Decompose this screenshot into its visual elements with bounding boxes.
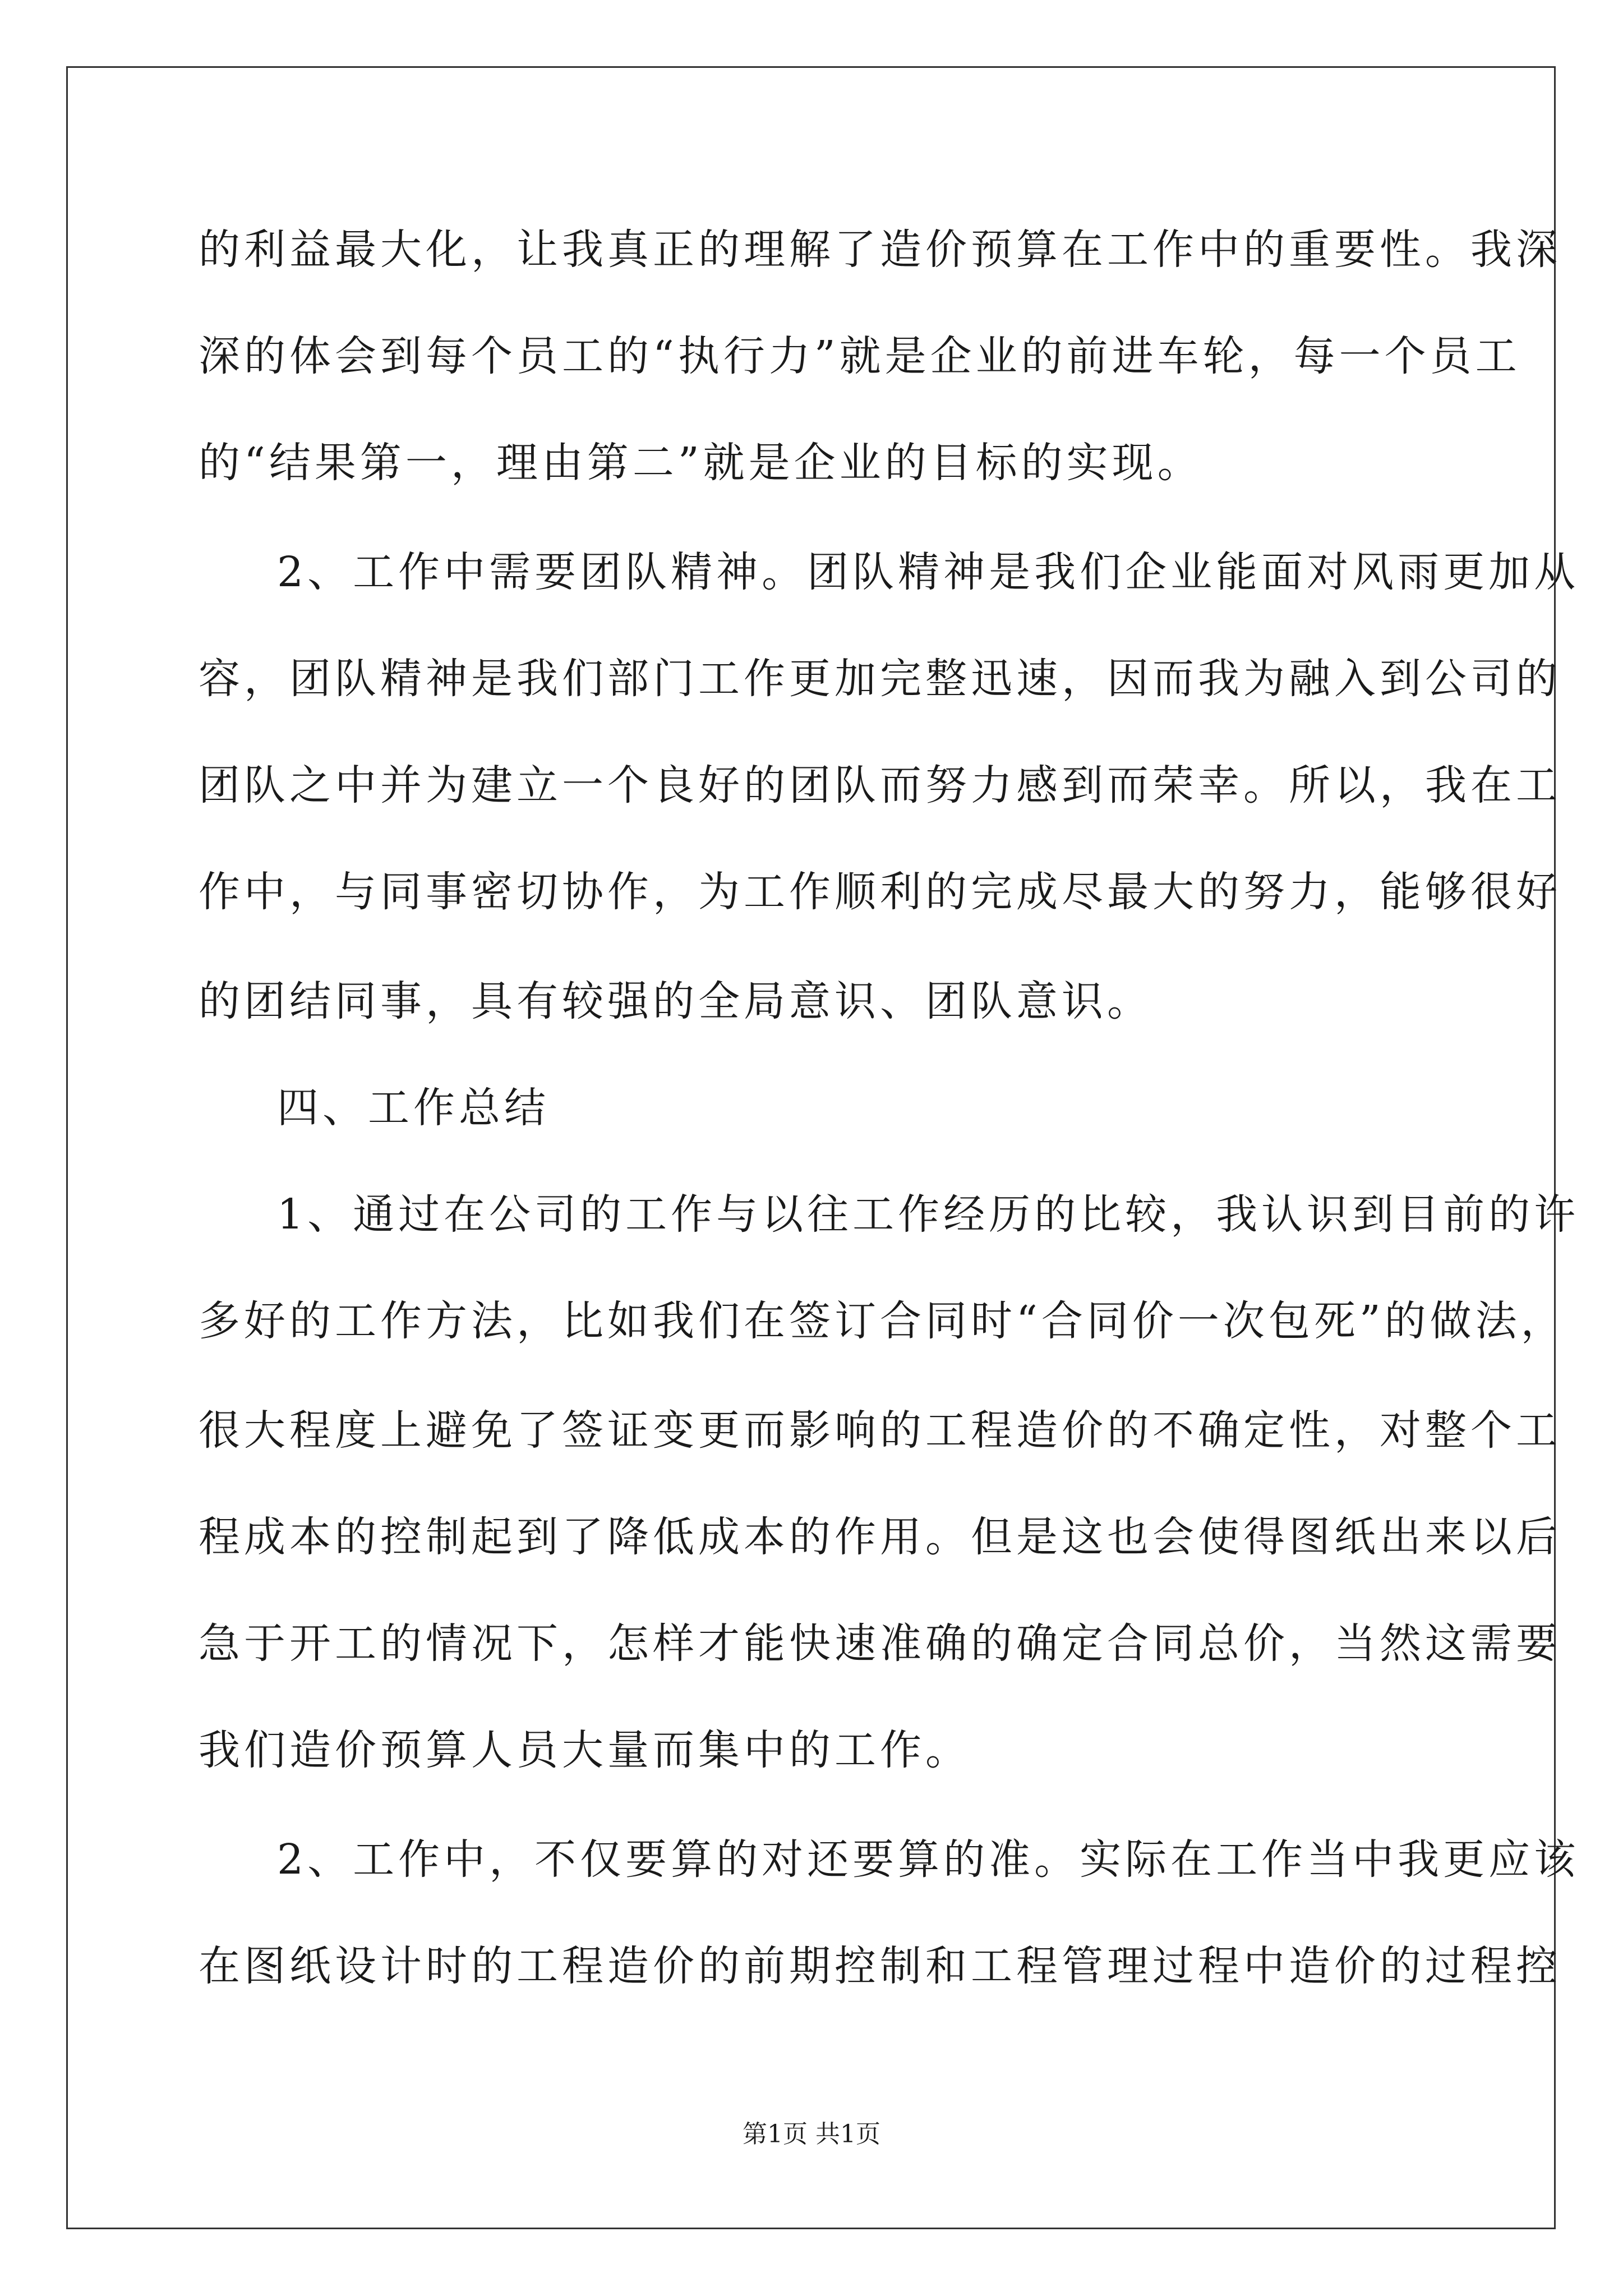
text-line: 1、通过在公司的工作与以往工作经历的比较，我认识到目前的许 (277, 1190, 1580, 1239)
text-line: 的团结同事，具有较强的全局意识、团队意识。 (199, 977, 1152, 1025)
text-line: 很大程度上避免了签证变更而影响的工程造价的不确定性，对整个工 (199, 1406, 1561, 1455)
text-line: 程成本的控制起到了降低成本的作用。但是这也会使得图纸出来以后 (199, 1513, 1561, 1561)
text-line: 的“结果第一，理由第二”就是企业的目标的实现。 (199, 439, 1203, 487)
text-line: 急于开工的情况下，怎样才能快速准确的确定合同总价，当然这需要 (199, 1619, 1561, 1668)
section-heading: 四、工作总结 (277, 1084, 550, 1132)
text-line: 2、工作中需要团队精神。团队精神是我们企业能面对风雨更加从 (277, 548, 1580, 596)
text-line: 多好的工作方法，比如我们在签订合同时“合同价一次包死”的做法， (199, 1297, 1566, 1345)
page-footer: 第1页 共1页 (743, 2120, 880, 2148)
text-line: 作中，与同事密切协作，为工作顺利的完成尽最大的努力，能够很好 (199, 868, 1561, 916)
text-line: 深的体会到每个员工的“执行力”就是企业的前进车轮，每一个员工 (199, 332, 1521, 380)
text-line: 在图纸设计时的工程造价的前期控制和工程管理过程中造价的过程控 (199, 1942, 1561, 1990)
text-line: 的利益最大化，让我真正的理解了造价预算在工作中的重要性。我深 (199, 226, 1561, 274)
page-border (66, 66, 1556, 2229)
text-line: 我们造价预算人员大量而集中的工作。 (199, 1726, 971, 1774)
text-line: 容，团队精神是我们部门工作更加完整迅速，因而我为融入到公司的 (199, 655, 1561, 703)
text-line: 团队之中并为建立一个良好的团队而努力感到而荣幸。所以，我在工 (199, 761, 1561, 809)
text-line: 2、工作中，不仅要算的对还要算的准。实际在工作当中我更应该 (277, 1835, 1580, 1884)
